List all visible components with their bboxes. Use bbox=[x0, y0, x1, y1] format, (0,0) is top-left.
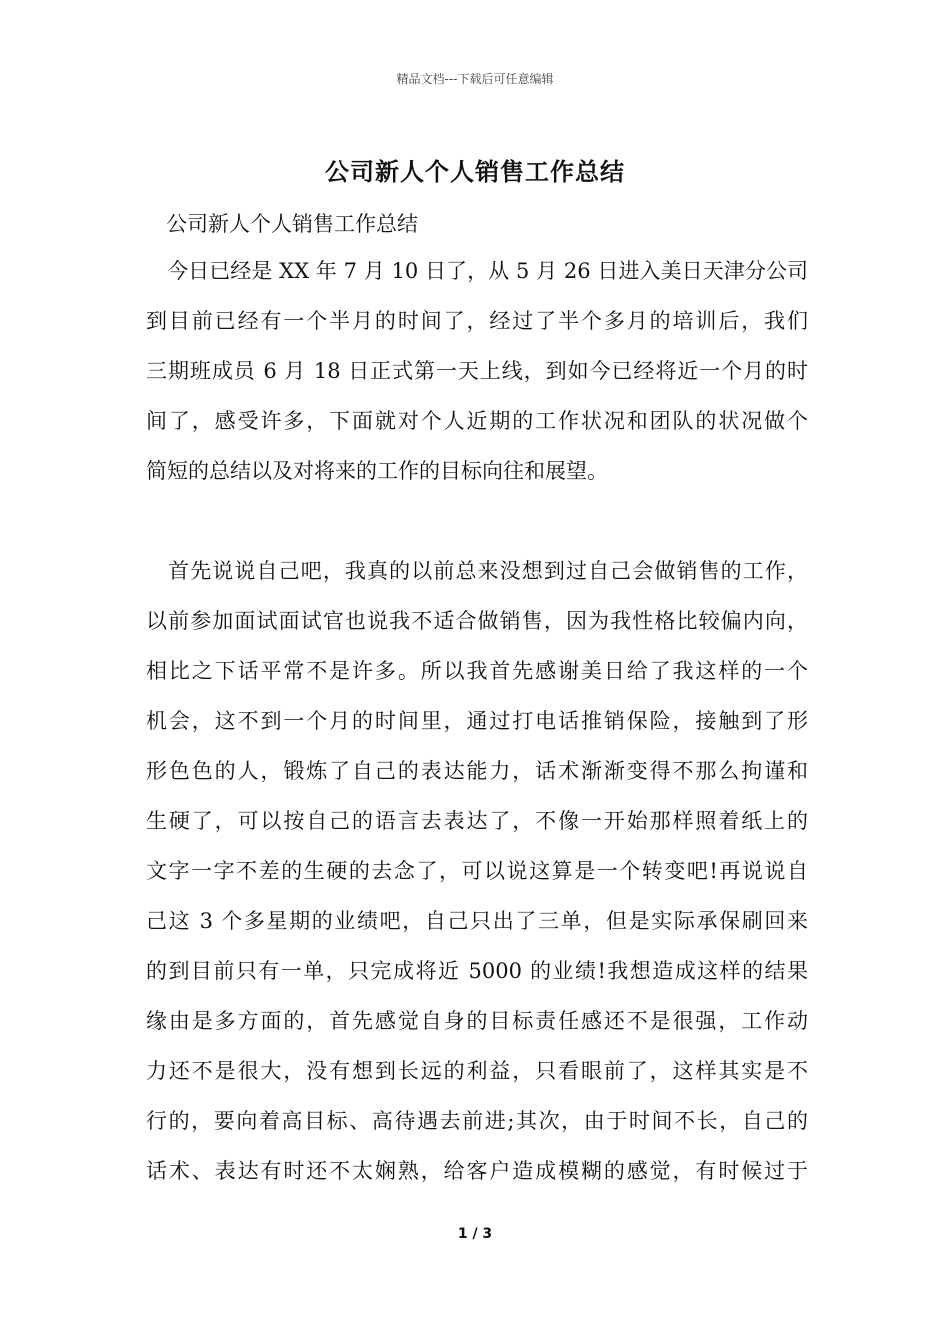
paragraph-1 bbox=[146, 246, 808, 496]
paragraph-line: 简短的总结以及对将来的工作的目标向往和展望。 bbox=[146, 459, 608, 483]
paragraph-2 bbox=[146, 546, 808, 1196]
paragraph-line: 力还不是很大，没有想到长远的利益，只看眼前了，这样其实是不 bbox=[146, 1059, 808, 1083]
paragraph-line: 今日已经是 XX 年 7 月 10 日了，从 5 月 26 日进入美日天津分公司 bbox=[146, 259, 808, 283]
paragraph-line: 首先说说自己吧，我真的以前总来没想到过自己会做销售的工作， bbox=[146, 559, 808, 583]
document-subtitle: 公司新人个人销售工作总结 bbox=[166, 212, 418, 236]
paragraph-line: 三期班成员 6 月 18 日正式第一天上线，到如今已经将近一个月的时 bbox=[146, 359, 808, 383]
paragraph-line: 相比之下话平常不是许多。所以我首先感谢美日给了我这样的一个 bbox=[146, 659, 808, 683]
header-note: 精品文档---下载后可任意编辑 bbox=[396, 72, 554, 86]
paragraph-line: 以前参加面试面试官也说我不适合做销售，因为我性格比较偏内向， bbox=[146, 609, 808, 633]
paragraph-line: 缘由是多方面的，首先感觉自身的目标责任感还不是很强，工作动 bbox=[146, 1009, 808, 1033]
paragraph-line: 生硬了，可以按自己的语言去表达了，不像一开始那样照着纸上的 bbox=[146, 809, 808, 833]
document-title: 公司新人个人销售工作总结 bbox=[325, 157, 625, 186]
paragraph-line: 间了，感受许多，下面就对个人近期的工作状况和团队的状况做个 bbox=[146, 409, 808, 433]
paragraph-line: 的到目前只有一单，只完成将近 5000 的业绩!我想造成这样的结果 bbox=[146, 959, 808, 983]
paragraph-line: 行的，要向着高目标、高待遇去前进;其次，由于时间不长，自己的 bbox=[146, 1109, 808, 1133]
paragraph-line: 己这 3 个多星期的业绩吧，自己只出了三单，但是实际承保刷回来 bbox=[146, 909, 808, 933]
paragraph-line: 机会，这不到一个月的时间里，通过打电话推销保险，接触到了形 bbox=[146, 709, 808, 733]
paragraph-line: 话术、表达有时还不太娴熟，给客户造成模糊的感觉，有时候过于 bbox=[146, 1159, 808, 1183]
paragraph-line: 到目前已经有一个半月的时间了，经过了半个多月的培训后，我们 bbox=[146, 309, 808, 333]
paragraph-line: 形色色的人，锻炼了自己的表达能力，话术渐渐变得不那么拘谨和 bbox=[146, 759, 808, 783]
page-number: 1 / 3 bbox=[457, 1226, 493, 1242]
paragraph-line: 文字一字不差的生硬的去念了，可以说这算是一个转变吧!再说说自 bbox=[146, 859, 808, 883]
